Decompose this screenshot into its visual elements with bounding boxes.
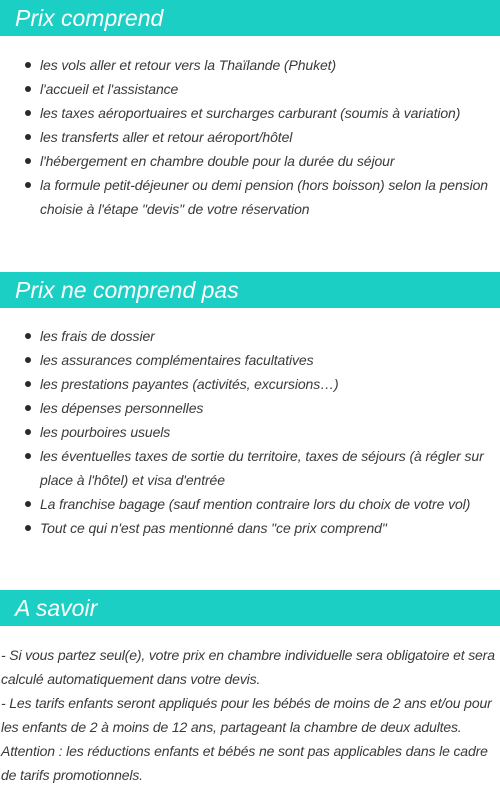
list-item — [0, 420, 500, 444]
bullet-icon — [25, 110, 31, 116]
bullet-icon — [25, 357, 31, 363]
list-item — [0, 492, 500, 516]
list-item-text: les éventuelles taxes de sortie du territoire, taxes de séjours (à régler sur place à l'hôtel) et visa d'entrée — [40, 448, 484, 488]
list-item-text: les assurances complémentaires facultatives — [40, 352, 314, 368]
info-paragraph: Attention : les réductions enfants et bébés ne sont pas applicables dans le cadre de tarifs promotionnels. — [1, 743, 488, 783]
bullet-icon — [25, 453, 31, 459]
list-item — [0, 77, 500, 101]
included-list — [0, 53, 500, 221]
info-paragraph: - Si vous partez seul(e), votre prix en chambre individuelle sera obligatoire et sera calculé automatiquement dans votre devis. — [1, 647, 495, 687]
bullet-icon — [25, 501, 31, 507]
list-item-text: les prestations payantes (activités, excursions…) — [40, 376, 339, 392]
list-item-text: les transferts aller et retour aéroport/hôtel — [40, 129, 293, 145]
list-item — [0, 149, 500, 173]
list-item — [0, 516, 500, 540]
bullet-icon — [25, 405, 31, 411]
bullet-icon — [25, 158, 31, 164]
section-title-excluded: Prix ne comprend pas — [0, 272, 500, 308]
list-item-text: la formule petit-déjeuner ou demi pension (hors boisson) selon la pension choisie à l'étape "devis" de votre réservation — [40, 177, 488, 217]
list-item — [0, 348, 500, 372]
list-item-text: Tout ce qui n'est pas mentionné dans "ce prix comprend" — [40, 520, 387, 536]
excluded-list — [0, 324, 500, 540]
list-item-text: les dépenses personnelles — [40, 400, 204, 416]
list-item-text: les vols aller et retour vers la Thaïlande (Phuket) — [40, 57, 337, 73]
bullet-icon — [25, 182, 31, 188]
list-item — [0, 173, 500, 221]
info-paragraph: - Les tarifs enfants seront appliqués pour les bébés de moins de 2 ans et/ou pour les enfants de 2 à moins de 12 ans, partageant la chambre de deux adultes. — [1, 695, 492, 735]
list-item — [0, 396, 500, 420]
section-title-included: Prix comprend — [0, 0, 500, 36]
list-item-text: les pourboires usuels — [40, 424, 171, 440]
bullet-icon — [25, 429, 31, 435]
list-item-text: l'accueil et l'assistance — [40, 81, 179, 97]
list-item — [0, 101, 500, 125]
list-item-text: les taxes aéroportuaires et surcharges carburant (soumis à variation) — [40, 105, 461, 121]
list-item — [0, 125, 500, 149]
section-title-info: A savoir — [0, 590, 500, 626]
info-notes — [0, 643, 500, 787]
list-item-text: La franchise bagage (sauf mention contraire lors du choix de votre vol) — [40, 496, 471, 512]
list-item — [0, 372, 500, 396]
bullet-icon — [25, 525, 31, 531]
list-item — [0, 53, 500, 77]
bullet-icon — [25, 381, 31, 387]
list-item-text: les frais de dossier — [40, 328, 155, 344]
list-item — [0, 324, 500, 348]
bullet-icon — [25, 62, 31, 68]
list-item — [0, 444, 500, 492]
bullet-icon — [25, 134, 31, 140]
bullet-icon — [25, 86, 31, 92]
list-item-text: l'hébergement en chambre double pour la durée du séjour — [40, 153, 395, 169]
bullet-icon — [25, 333, 31, 339]
